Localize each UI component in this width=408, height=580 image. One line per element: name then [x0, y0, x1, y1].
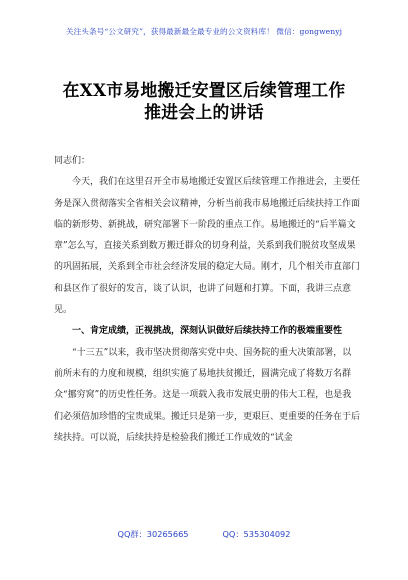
paragraph-intro: 今天，我们在这里召开全市易地搬迁安置区后续管理工作推进会，主要任务是深入贯彻落实全省相关会议精神，分析当前我市易地搬迁后续扶持工作面临的新形势、新挑战，研究部署下一阶段的重点工作。易地搬迁的“后半篇文章”怎么写，直接关系到数万搬迁群众的切身利益，关系到我们脱贫攻坚成果的巩固拓展，关系到全市社会经济发展的稳定大局。刚才，几个相关市直部门和县区作了很好的发言，谈了认识，也讲了问题和打算。下面，我讲三点意见。: [54, 177, 361, 316]
section-heading-1: 一、肯定成绩，正视挑战，深刻认识做好后续扶持工作的极端重要性: [72, 326, 343, 337]
header-note: 关注头条号“公文研究”，获得最新最全最专业的公文资料库！ 微信：gongwenyj: [65, 27, 343, 36]
paragraph-section-1: “十三五”以来，我市坚决贯彻落实党中央、国务院的重大决策部署，以前所未有的力度和规模，组织实施了易地扶贫搬迁，圆满完成了将数万名群众“挪穷窝”的历史性任务。这是一项载入我市发展史册的伟大工程，也是我们必须倍加珍惜的宝贵成果。搬迁只是第一步，更艰巨、更重要的任务在于后续扶持。可以说，后续扶持是检验我们搬迁工作成效的“试金: [54, 347, 361, 443]
title-line-2: 推进会上的讲话: [144, 102, 264, 122]
title-line-1: 在XX市易地搬迁安置区后续管理工作: [62, 80, 346, 100]
salutation: 同志们：: [54, 156, 91, 166]
footer-contact: [0, 529, 408, 540]
footer-qq-group: QQ群：30265665: [117, 529, 189, 539]
footer-qq: QQ：535304092: [222, 529, 291, 539]
document-body: [54, 151, 360, 449]
document-title: [0, 79, 408, 123]
